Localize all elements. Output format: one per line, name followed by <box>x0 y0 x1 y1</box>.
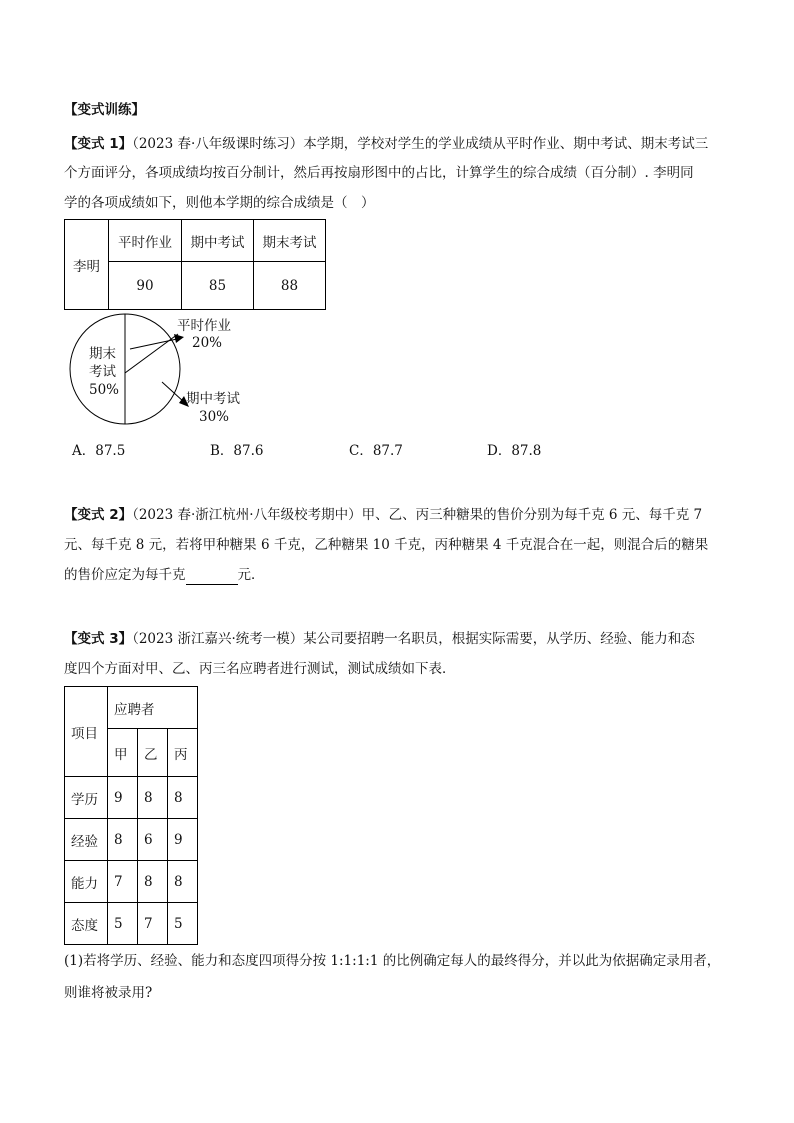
cell: 7 <box>108 861 138 903</box>
cell: 8 <box>168 861 198 903</box>
cell: 8 <box>138 777 168 819</box>
pie-pct-final: 50% <box>89 382 120 398</box>
q3-text-1: （2023 浙江嘉兴·统考一模）某公司要招聘一名职员，根据实际需要，从学历、经验、能力和态 <box>132 631 695 647</box>
table-row <box>65 903 198 945</box>
cell: 8 <box>168 777 198 819</box>
cell: 9 <box>108 777 138 819</box>
q3-line-1 <box>64 629 695 649</box>
choice-b: B．87.6 <box>210 443 264 459</box>
q1-header-midterm: 期中考试 <box>182 220 254 262</box>
q2-text-1: （2023 春·浙江杭州·八年级校考期中）甲、乙、丙三种糖果的售价分别为每千克 6 元、每千克 7 <box>132 507 703 523</box>
row-label: 能力 <box>65 861 108 903</box>
q1-line-3: 学的各项成绩如下，则他本学期的综合成绩是（ ） <box>64 195 375 211</box>
q1-line-2: 个方面评分，各项成绩均按百分制计，然后再按扇形图中的占比，计算学生的综合成绩（百分制）. 李明同 <box>64 165 694 181</box>
choice-c: C．87.7 <box>349 443 403 459</box>
pie-label-midterm: 期中考试 <box>186 391 240 407</box>
section-title: 【变式训练】 <box>64 102 145 118</box>
midterm-arrow <box>162 382 184 402</box>
q1-value-homework: 90 <box>109 262 182 310</box>
pie-label-final-2: 考试 <box>89 364 116 380</box>
pie-label-homework: 平时作业 <box>177 318 231 334</box>
table-row <box>65 861 198 903</box>
q2-answer-blank[interactable] <box>186 570 238 585</box>
homework-arrow-head <box>174 334 184 343</box>
q3-col-bing: 丙 <box>168 729 198 777</box>
table-row <box>65 777 198 819</box>
choice-d: D．87.8 <box>487 443 542 459</box>
q2-tag: 【变式 2】 <box>64 507 133 523</box>
q1-header-final: 期末考试 <box>254 220 326 262</box>
table-row <box>65 819 198 861</box>
cell: 8 <box>108 819 138 861</box>
q1-line-1 <box>64 134 708 154</box>
row-label: 学历 <box>65 777 108 819</box>
q2-line-2: 元、每千克 8 元，若将甲种糖果 6 千克，乙种糖果 10 千克，丙种糖果 4 千克混合在一起，则混合后的糖果 <box>64 537 709 553</box>
q1-value-final: 88 <box>254 262 326 310</box>
q2-line-1 <box>64 505 702 525</box>
q3-score-table <box>64 686 198 945</box>
pie-pct-homework: 20% <box>192 335 223 351</box>
pie-pct-midterm: 30% <box>199 409 230 425</box>
choice-a: A．87.5 <box>72 443 126 459</box>
q3-sub1-line-2: 则谁将被录用? <box>64 985 153 1001</box>
q3-col-jia: 甲 <box>108 729 138 777</box>
q3-line-2: 度四个方面对甲、乙、丙三名应聘者进行测试，测试成绩如下表． <box>64 661 456 677</box>
q3-tag: 【变式 3】 <box>64 631 133 647</box>
q1-score-table <box>64 219 326 310</box>
q1-text-1: （2023 春·八年级课时练习）本学期，学校对学生的学业成绩从平时作业、期中考试、期末考试三 <box>132 136 709 152</box>
q2-line-3 <box>64 565 265 585</box>
cell: 5 <box>108 903 138 945</box>
q1-row-label: 李明 <box>65 220 109 310</box>
cell: 8 <box>138 861 168 903</box>
q3-group-header: 应聘者 <box>108 687 198 729</box>
q3-sub1-line-1: (1)若将学历、经验、能力和态度四项得分按 1:1:1:1 的比例确定每人的最终得分，并以此为依据确定录用者， <box>64 953 721 969</box>
cell: 5 <box>168 903 198 945</box>
cell: 6 <box>138 819 168 861</box>
q1-tag: 【变式 1】 <box>64 136 133 152</box>
homework-arrow <box>130 339 177 349</box>
q3-corner-cell: 项目 <box>65 687 108 777</box>
cell: 7 <box>138 903 168 945</box>
row-label: 经验 <box>65 819 108 861</box>
q2-text-3b: 元． <box>237 567 265 583</box>
q1-header-homework: 平时作业 <box>109 220 182 262</box>
q3-col-yi: 乙 <box>138 729 168 777</box>
q2-text-3a: 的售价应定为每千克 <box>64 567 186 583</box>
row-label: 态度 <box>65 903 108 945</box>
pie-label-final-1: 期末 <box>89 346 116 362</box>
cell: 9 <box>168 819 198 861</box>
q1-value-midterm: 85 <box>182 262 254 310</box>
pie-divider-diagonal <box>125 334 178 373</box>
